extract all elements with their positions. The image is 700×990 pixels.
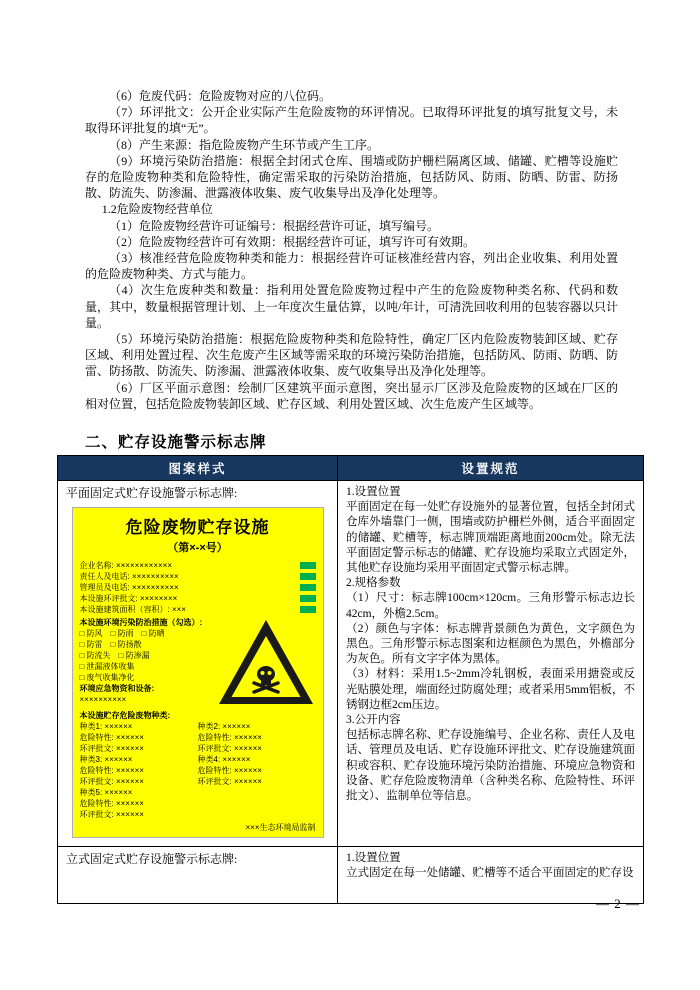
paragraph: （8）产生来源：指危险废物产生环节或产生工序。 (109, 137, 380, 152)
spec-line: （2）颜色与字体：标志牌背景颜色为黄色，文字颜色为黑色。三角形警示标志图案和边框颜色为黑色，外檐部分为灰色。所有文字字体为黑体。 (346, 622, 635, 666)
green-marker (300, 573, 316, 580)
warning-triangle-skull-icon (216, 617, 316, 707)
page-number: — 2 — (596, 896, 640, 911)
sign-field (80, 582, 316, 593)
green-marker (300, 562, 316, 569)
checkbox-row: □ 废气收集净化 (79, 673, 135, 682)
waste-entry: 环评批文: ×××××× (79, 777, 144, 786)
spec-line: 3.公开内容 (346, 714, 401, 727)
spec-line: （1）尺寸：标志牌100cm×120cm。三角形警示标志边长42cm，外檐2.5cm。 (346, 592, 635, 620)
column-header-spec: 设置规范 (338, 456, 644, 481)
spec-line: 包括标志牌名称、贮存设施编号、企业名称、责任人及电话、管理员及电话、贮存设施环评批文、贮存设施建筑面积或容积、贮存设施环境污染防治措施、环境应急物资和设备、贮存危险废物清单（含种类名称、危险特性、环评批文）、监制单位等信息。 (346, 729, 635, 803)
table-row (58, 481, 644, 847)
checkbox-row: □ 防雷 □ 防扬散 (79, 640, 142, 649)
green-marker (300, 584, 316, 591)
waste-entry: 种类4: ×××××× (197, 755, 251, 764)
spec-cell (338, 481, 644, 847)
sign-field-text: 管理员及电话: ×××××××××× (79, 583, 179, 592)
hazardous-waste-storage-sign (72, 507, 324, 838)
paragraph: （7）环评批文：公开企业实际产生危险废物的环评情况。已取得环评批复的填写批复文号，未取得环评批复的填“无”。 (85, 105, 618, 136)
sign-field (80, 560, 316, 571)
waste-column-left (80, 721, 198, 820)
waste-entry: 危险特性: ×××××× (197, 766, 262, 775)
pattern-cell (58, 847, 338, 904)
checkbox-row: □ 防风 □ 防雨 □ 防晒 (79, 629, 165, 638)
spec-cell (338, 847, 644, 904)
table-row (58, 847, 644, 904)
green-marker (300, 595, 316, 602)
paragraph: （9）环境污染防治措施：根据全封闭式仓库、围墙或防护栅栏隔离区域、储罐、贮槽等设施贮存的危险废物种类和危险特性，确定需采取的污染防治措施，包括防风、防雨、防晒、防雷、防扬散、防流失、防渗漏、泄露液体收集、废气收集导出及净化处理等。 (85, 153, 618, 201)
pattern-label: 立式固定式贮存设施警示标志牌: (66, 852, 238, 866)
paragraph: （2）危险废物经营许可有效期：根据经营许可证，填写许可有效期。 (109, 234, 476, 249)
waste-entry: 环评批文: ×××××× (79, 810, 144, 819)
sign-field-text: 本设施建筑面积（容积）: ××× (79, 605, 186, 614)
emergency-heading: 环境应急物资和设备: (79, 684, 155, 693)
emergency-value: ×××××××××× (79, 695, 127, 704)
spec-line: 立式固定在每一处储罐、贮槽等不适合平面固定的贮存设 (346, 867, 634, 880)
checkbox-row: □ 防流失 □ 防渗漏 (79, 651, 150, 660)
green-marker (300, 606, 316, 613)
pattern-cell (58, 481, 338, 847)
sign-field (80, 604, 316, 615)
sign-field-text: 企业名称: ×××××××××××× (79, 561, 173, 570)
table-header-row (58, 456, 644, 481)
waste-entry: 环评批文: ×××××× (79, 744, 144, 753)
spec-table (57, 455, 644, 904)
measures-heading: 本设施环境污染防治措施（勾选）: (79, 618, 203, 627)
waste-heading: 本设施贮存危险废物种类: (79, 711, 171, 720)
sign-field-text: 责任人及电话: ×××××××××× (79, 572, 179, 581)
paragraph: （1）危险废物经营许可证编号：根据经营许可证，填写编号。 (109, 218, 440, 233)
pattern-label: 平面固定式贮存设施警示标志牌: (66, 486, 238, 500)
paragraph: （6）危废代码：危险废物对应的八位码。 (109, 89, 332, 103)
waste-entry: 种类2: ×××××× (197, 722, 251, 731)
intro-paragraphs (85, 88, 618, 412)
waste-column-right (198, 721, 316, 820)
spec-line: 2.规格参数 (346, 577, 401, 590)
checkbox-row: □ 泄漏液体收集 (79, 662, 135, 671)
spec-line: （3）材料：采用1.5~2mm冷轧钢板，表面采用搪瓷或反光贴膜处理，端面经过防腐处理；或者采用5mm铝板，不锈钢边框2cm压边。 (346, 668, 635, 711)
waste-entry: 环评批文: ×××××× (197, 777, 262, 786)
sign-checklist (80, 617, 216, 707)
waste-entry: 环评批文: ×××××× (197, 744, 262, 753)
section-title: 二、贮存设施警示标志牌 (85, 434, 267, 451)
sign-fields (80, 560, 316, 615)
waste-entry: 危险特性: ×××××× (197, 733, 262, 742)
sign-field (80, 593, 316, 604)
waste-entry: 种类1: ×××××× (79, 722, 133, 731)
subsection-heading: 1.2危险废物经营单位 (101, 202, 213, 217)
waste-entry: 种类5: ×××××× (79, 788, 133, 797)
spec-line: 1.设置位置 (346, 486, 401, 498)
sign-measures-section (80, 617, 316, 707)
column-header-pattern: 图案样式 (58, 456, 338, 481)
sign-field-text: 本设施环评批文: ×××××××× (79, 594, 178, 603)
waste-entry: 种类3: ×××××× (79, 755, 133, 764)
paragraph: （4）次生危废种类和数量：指利用处置危险废物过程中产生的危险废物种类名称、代码和数量，其中，数量根据管理计划、上一年度次生量估算，以吨/年计，可清洗回收利用的包装容器以只计量。 (85, 283, 618, 330)
waste-entry: 危险特性: ×××××× (79, 766, 144, 775)
sign-field (80, 571, 316, 582)
paragraph: （6）厂区平面示意图：绘制厂区建筑平面示意图，突出显示厂区涉及危险废物的区域在厂区的相对位置，包括危险废物装卸区域、贮存区域、利用处置区域、次生危废产生区域等。 (85, 380, 618, 411)
sign-issuer: ×××生态环境局监制 (245, 823, 316, 832)
waste-entry: 危险特性: ×××××× (79, 733, 144, 742)
paragraph: （3）核准经营危险废物种类和能力：根据经营许可证核准经营内容，列出企业收集、利用处置的危险废物种类、方式与能力。 (85, 251, 618, 282)
sign-waste-list (80, 710, 316, 833)
waste-entry: 危险特性: ×××××× (79, 799, 144, 808)
paragraph: （5）环境污染防治措施：根据危险废物种类和危险特性，确定厂区内危险废物装卸区域、贮存区域、利用处置过程、次生危废产生区域等需采取的环境污染防治措施，包括防风、防雨、防晒、防雷、防扬散、防流失、防渗漏、泄露液体收集、废气收集导出及净化处理等。 (85, 332, 618, 379)
spec-line: 1.设置位置 (346, 852, 401, 864)
sign-title: 危险废物贮存设施 (125, 518, 270, 537)
spec-line: 平面固定在每一处贮存设施外的显著位置，包括全封闭式仓库外墙靠门一侧，围墙或防护栅栏外侧，适合平面固定的储罐、贮槽等，标志牌顶端距离地面200cm处。除无法平面固定警示标志的储罐、贮存设施均采取立式固定外，其他贮存设施均采用平面固定式警示标志牌。 (346, 501, 635, 575)
sign-number: （第×-×号） (167, 542, 228, 554)
